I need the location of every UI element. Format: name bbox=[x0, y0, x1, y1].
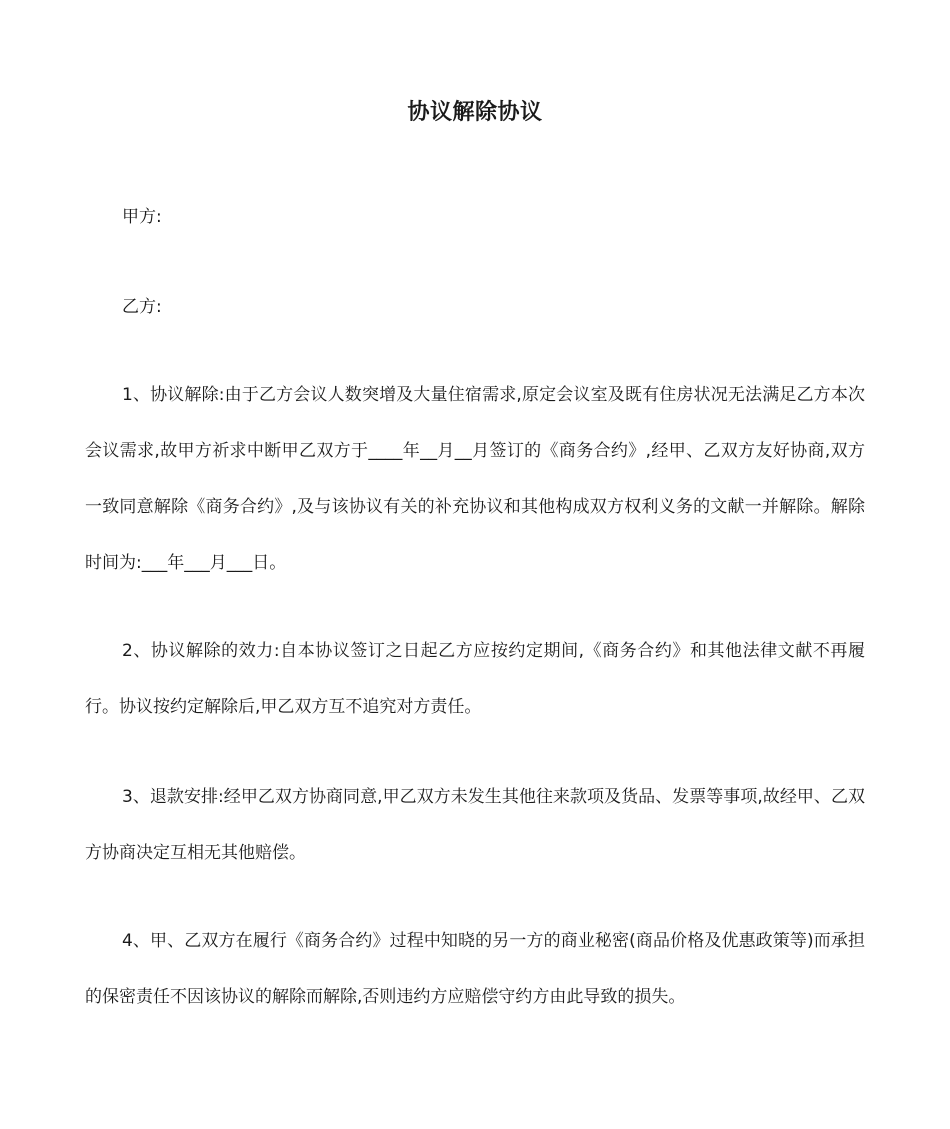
clause-3: 3、退款安排:经甲乙双方协商同意,甲乙双方未发生其他往来款项及货品、发票等事项,故经甲、乙双方协商决定互相无其他赔偿。 bbox=[85, 787, 865, 863]
clause-4: 4、甲、乙双方在履行《商务合约》过程中知晓的另一方的商业秘密(商品价格及优惠政策等)而承担的保密责任不因该协议的解除而解除,否则违约方应赔偿守约方由此导致的损失。 bbox=[85, 931, 865, 1007]
party-a-label: 甲方: bbox=[122, 207, 162, 227]
clause-1: 1、协议解除:由于乙方会议人数突增及大量住宿需求,原定会议室及既有住房状况无法满足乙方本次会议需求,故甲方祈求中断甲乙双方于____年__月__月签订的《商务合约》,经甲、乙双方友好协商,双方一致同意解除《商务合约》,及与该协议有关的补充协议和其他构成双方权利义务的文献一并解除。解除时间为:___年___月___日。 bbox=[85, 385, 865, 573]
party-b-label: 乙方: bbox=[122, 297, 162, 317]
clause-2: 2、协议解除的效力:自本协议签订之日起乙方应按约定期间,《商务合约》和其他法律文献不再履行。协议按约定解除后,甲乙双方互不追究对方责任。 bbox=[85, 641, 865, 717]
document-title: 协议解除协议 bbox=[407, 100, 543, 125]
